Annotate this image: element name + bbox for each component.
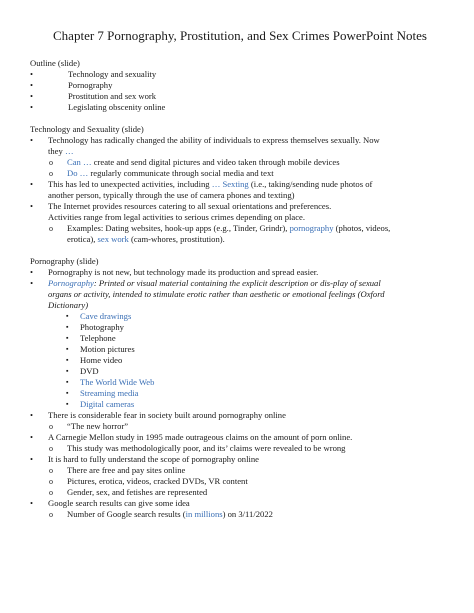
bullet-icon: •	[30, 267, 34, 277]
circle-bullet-icon: o	[49, 488, 53, 497]
bullet-icon: •	[30, 80, 34, 90]
square-bullet-icon: ▪	[66, 334, 69, 342]
bullet-icon: •	[30, 278, 34, 288]
circle-bullet-icon: o	[49, 158, 53, 167]
list-item: o Gender, sex, and fetishes are represented	[49, 487, 208, 497]
outline-item: • Technology and sexuality	[30, 69, 157, 79]
media-item: ▪ Home video	[66, 355, 123, 365]
media-item: ▪ Motion pictures	[66, 344, 135, 354]
link-pornography[interactable]: pornography	[289, 223, 334, 233]
media-item	[30, 377, 450, 388]
list-item: • It is hard to fully understand the scope of pornography online	[30, 454, 259, 464]
link-in-millions[interactable]: in millions	[185, 509, 223, 519]
list-item: • A Carnegie Mellon study in 1995 made outrageous claims on the amount of porn online.	[30, 432, 353, 442]
media-item	[30, 311, 450, 322]
square-bullet-icon: ▪	[66, 345, 69, 353]
tech-heading: Technology and Sexuality (slide)	[30, 124, 144, 134]
circle-bullet-icon: o	[49, 224, 53, 233]
link[interactable]: …	[64, 146, 74, 156]
media-item: ▪ Telephone	[66, 333, 116, 343]
list-item: • Google search results can give some idea	[30, 498, 190, 508]
square-bullet-icon: ▪	[66, 312, 69, 320]
bullet-icon: •	[30, 135, 34, 145]
square-bullet-icon: ▪	[66, 367, 69, 375]
bullet-icon: •	[30, 91, 34, 101]
media-list	[30, 311, 450, 410]
circle-bullet-icon: o	[49, 477, 53, 486]
list-item: o This study was methodologically poor, and its’ claims were revealed to be wrong	[49, 443, 346, 453]
media-item: ▪ DVD	[66, 366, 99, 376]
link-sex-work[interactable]: sex work	[97, 234, 129, 244]
list-item: • There is considerable fear in society built around pornography online	[30, 410, 286, 420]
bullet-icon: •	[30, 498, 34, 508]
list-item: o Pictures, erotica, videos, cracked DVDs, VR content	[49, 476, 248, 486]
media-link[interactable]: Cave drawings	[80, 311, 132, 321]
media-item	[30, 388, 450, 399]
circle-bullet-icon: o	[49, 466, 53, 475]
outline-list	[30, 69, 450, 113]
bullet-icon: •	[30, 179, 34, 189]
link-pornography-def[interactable]: Pornography	[48, 278, 94, 288]
list-item: • Pornography: Printed or visual material containing the explicit description or dis-play of sexual organs or activity, intended to stimulate erotic rather than aesthetic or emotional feelings (Oxford Dictionary)	[30, 278, 385, 310]
bullet-icon: •	[30, 69, 34, 79]
porn-heading: Pornography (slide)	[30, 256, 99, 266]
circle-bullet-icon: o	[49, 169, 53, 178]
document-title: Chapter 7 Pornography, Prostitution, and Sex Crimes PowerPoint Notes	[53, 28, 427, 43]
outline-heading: Outline (slide)	[30, 58, 80, 68]
list-item: o “The new horror”	[49, 421, 129, 431]
list-item: • The Internet provides resources catering to all sexual orientations and preferences. Activities range from legal activities to serious crimes depending on place.	[30, 201, 332, 222]
square-bullet-icon: ▪	[66, 389, 69, 397]
square-bullet-icon: ▪	[66, 378, 69, 386]
list-item: • Technology has radically changed the ability of individuals to express themselves sexually. Now they …	[30, 135, 380, 156]
list-item: o There are free and pay sites online	[49, 465, 186, 475]
bullet-icon: •	[30, 454, 34, 464]
document-page	[30, 28, 450, 520]
list-item: o Can … create and send digital pictures and video taken through mobile devices	[49, 157, 340, 167]
outline-item: • Pornography	[30, 80, 113, 90]
outline-item: • Prostitution and sex work	[30, 91, 157, 101]
media-link[interactable]: Streaming media	[80, 388, 139, 398]
circle-bullet-icon: o	[49, 510, 53, 519]
outline-item: • Legislating obscenity online	[30, 102, 166, 112]
bullet-icon: •	[30, 432, 34, 442]
media-item: ▪ Photography	[66, 322, 124, 332]
media-item	[30, 399, 450, 410]
square-bullet-icon: ▪	[66, 356, 69, 364]
bullet-icon: •	[30, 201, 34, 211]
square-bullet-icon: ▪	[66, 323, 69, 331]
square-bullet-icon: ▪	[66, 400, 69, 408]
list-item: o Examples: Dating websites, hook-up apps (e.g., Tinder, Grindr), pornography (photos, videos, erotica), sex work (cam-whores, prostitution).	[49, 223, 391, 244]
link-do[interactable]: Do …	[67, 168, 89, 178]
link-can[interactable]: Can …	[67, 157, 92, 167]
circle-bullet-icon: o	[49, 444, 53, 453]
circle-bullet-icon: o	[49, 422, 53, 431]
link-sexting[interactable]: … Sexting	[211, 179, 249, 189]
media-link[interactable]: Digital cameras	[80, 399, 135, 409]
bullet-icon: •	[30, 410, 34, 420]
bullet-icon: •	[30, 102, 34, 112]
list-item: • Pornography is not new, but technology made its production and spread easier.	[30, 267, 319, 277]
list-item: o Do … regularly communicate through social media and text	[49, 168, 274, 178]
list-item: • This has led to unexpected activities, including … Sexting (i.e., taking/sending nude photos of another person, typically through the use of camera phones and texting)	[30, 179, 373, 200]
list-item: o Number of Google search results (in millions) on 3/11/2022	[49, 509, 273, 519]
media-link[interactable]: The World Wide Web	[80, 377, 155, 387]
